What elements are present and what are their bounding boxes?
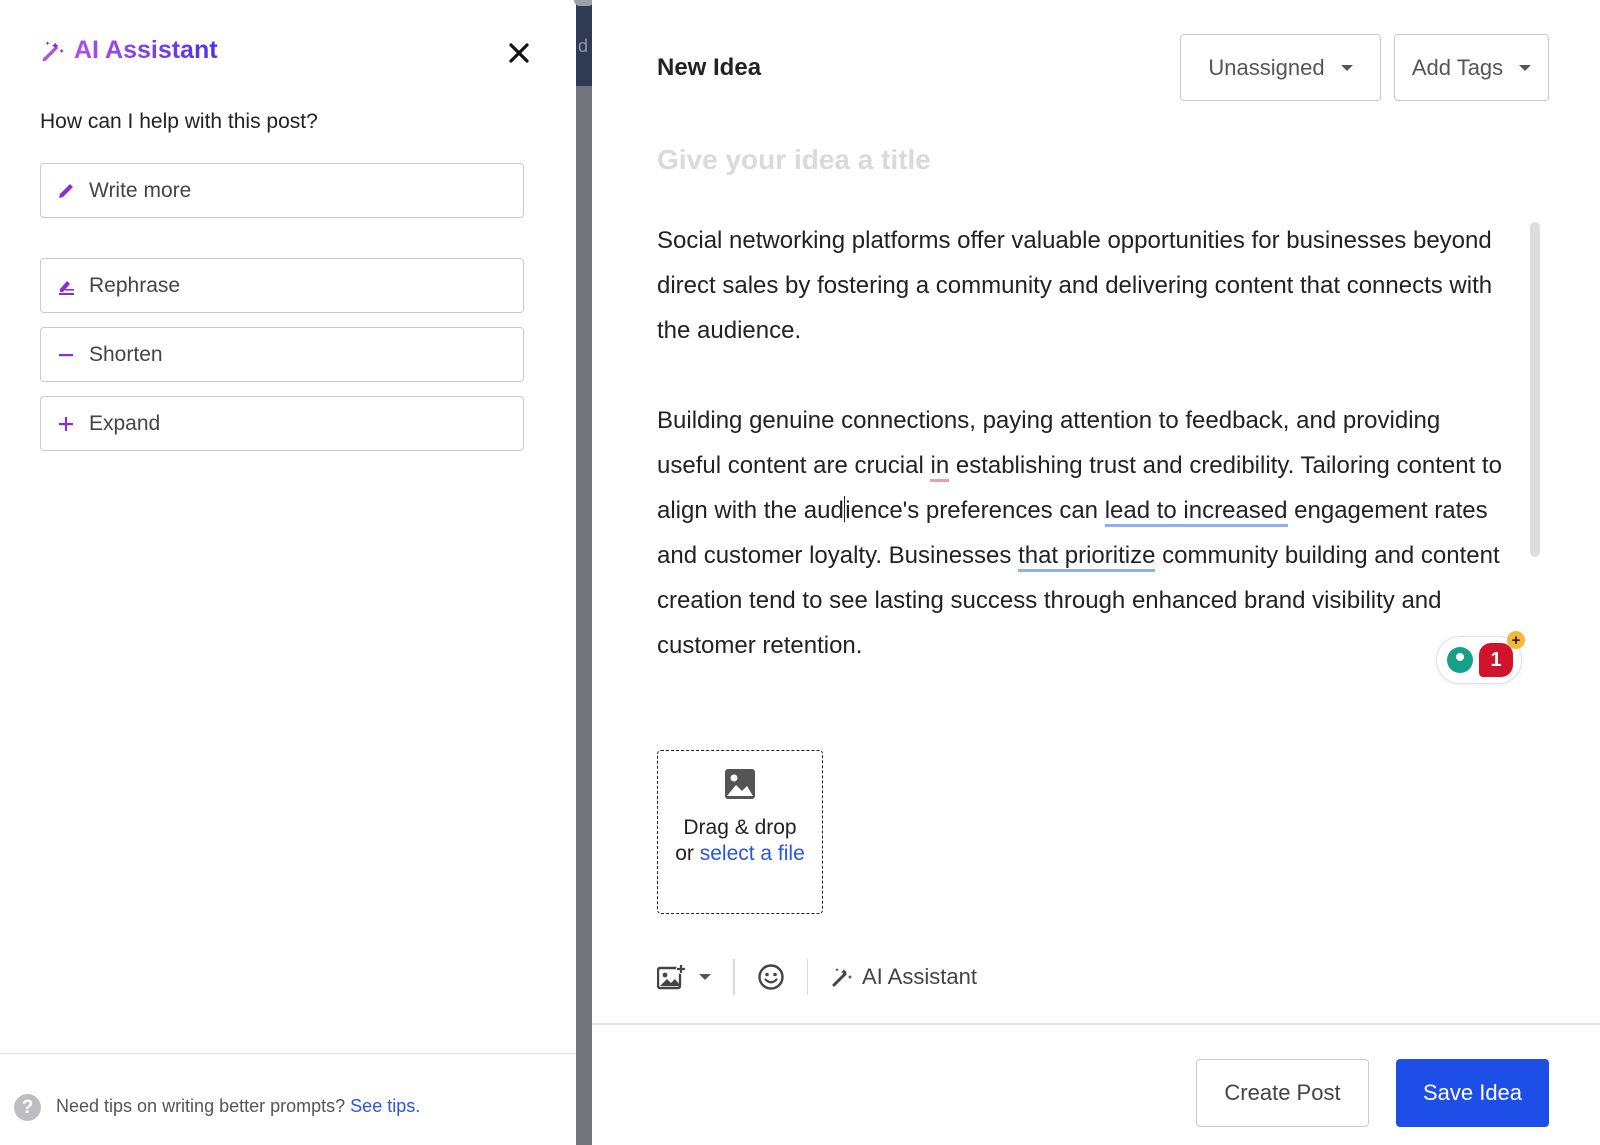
spelling-highlight[interactable]: in <box>930 452 949 482</box>
emoji-button[interactable] <box>757 963 785 991</box>
toolbar-separator <box>733 959 735 995</box>
body-text: engagement rates and customer loyalty. Businesses <box>657 497 1488 569</box>
chevron-down-icon <box>1341 65 1353 71</box>
expand-label: Expand <box>89 411 161 435</box>
tips-question: Need tips on writing better prompts? <box>56 1096 346 1116</box>
footer-divider <box>592 1023 1600 1025</box>
divider-letter: d <box>578 36 589 56</box>
divider-handle[interactable] <box>574 0 594 6</box>
image-icon <box>723 767 757 801</box>
page-title: New Idea <box>657 54 762 81</box>
editor-toolbar <box>657 954 977 1000</box>
select-file-link[interactable]: select a file <box>699 842 805 865</box>
panel-divider <box>576 0 592 1145</box>
body-text: ience's preferences can <box>845 497 1105 524</box>
magic-wand-icon <box>40 38 66 64</box>
add-tags-dropdown[interactable] <box>1394 34 1549 101</box>
assignee-dropdown[interactable] <box>1180 34 1381 101</box>
idea-title-input[interactable] <box>657 144 1457 176</box>
add-tags-value: Add Tags <box>1411 54 1504 80</box>
body-paragraph-1: Social networking platforms offer valuable opportunities for businesses beyond direct sales by fostering a community and delivering content that connects with the audience. <box>657 227 1493 344</box>
chevron-down-icon <box>1519 65 1531 71</box>
lightbulb-icon <box>1447 647 1473 673</box>
idea-body-editor[interactable] <box>657 218 1507 668</box>
tips-text <box>56 1096 420 1117</box>
body-text: community building and content creation tend to see lasting success through enhanced brand visibility and customer retention. <box>657 542 1500 659</box>
ai-assistant-toolbar-label: AI Assistant <box>862 964 977 989</box>
ai-panel-footer <box>0 1053 576 1145</box>
ai-question: How can I help with this post? <box>40 110 318 133</box>
create-post-button[interactable]: Create Post <box>1196 1059 1369 1127</box>
rephrase-label: Rephrase <box>89 273 181 297</box>
chevron-down-icon[interactable] <box>699 974 711 980</box>
write-more-button[interactable] <box>40 163 524 218</box>
ai-assistant-title: AI Assistant <box>74 36 218 64</box>
media-dropzone[interactable] <box>657 750 823 914</box>
ai-assistant-panel <box>0 0 576 1145</box>
panel-divider-top <box>576 0 592 86</box>
plus-icon <box>55 413 77 435</box>
save-idea-button[interactable]: Save Idea <box>1396 1059 1549 1127</box>
assignee-value: Unassigned <box>1208 54 1325 80</box>
editor-scrollbar[interactable] <box>1530 222 1540 557</box>
suggestion-highlight[interactable]: that prioritize <box>1018 542 1155 572</box>
grammar-plus-badge: + <box>1507 631 1525 649</box>
expand-button[interactable] <box>40 396 524 451</box>
body-text: Building genuine connections, paying attention to feedback, and providing useful content are crucial <box>657 407 1441 479</box>
magic-wand-icon <box>830 965 854 989</box>
see-tips-link[interactable]: See tips. <box>350 1096 421 1116</box>
drop-instruction: Drag & drop <box>683 816 797 839</box>
ai-assistant-header <box>40 36 218 65</box>
pencil-icon <box>55 180 77 202</box>
grammar-issue-count: 1 <box>1479 643 1513 677</box>
ai-assistant-toolbar-button[interactable] <box>830 964 977 990</box>
emoji-icon <box>757 963 785 991</box>
toolbar-separator <box>807 959 809 995</box>
add-media-button[interactable] <box>657 963 711 991</box>
help-icon: ? <box>14 1094 41 1121</box>
add-image-icon <box>657 963 687 991</box>
shorten-button[interactable] <box>40 327 524 382</box>
minus-icon <box>55 344 77 366</box>
body-paragraph-2 <box>657 398 1507 668</box>
drop-or: or <box>675 842 700 865</box>
suggestion-highlight[interactable]: lead to increased <box>1105 497 1288 527</box>
rephrase-button[interactable] <box>40 258 524 313</box>
grammar-checker-widget[interactable] <box>1436 631 1522 684</box>
rephrase-icon <box>55 275 77 297</box>
shorten-label: Shorten <box>89 342 163 366</box>
write-more-label: Write more <box>89 178 192 202</box>
close-icon[interactable] <box>504 38 534 68</box>
body-text: establishing trust and credibility. Tailoring content to align with the aud <box>657 452 1502 524</box>
